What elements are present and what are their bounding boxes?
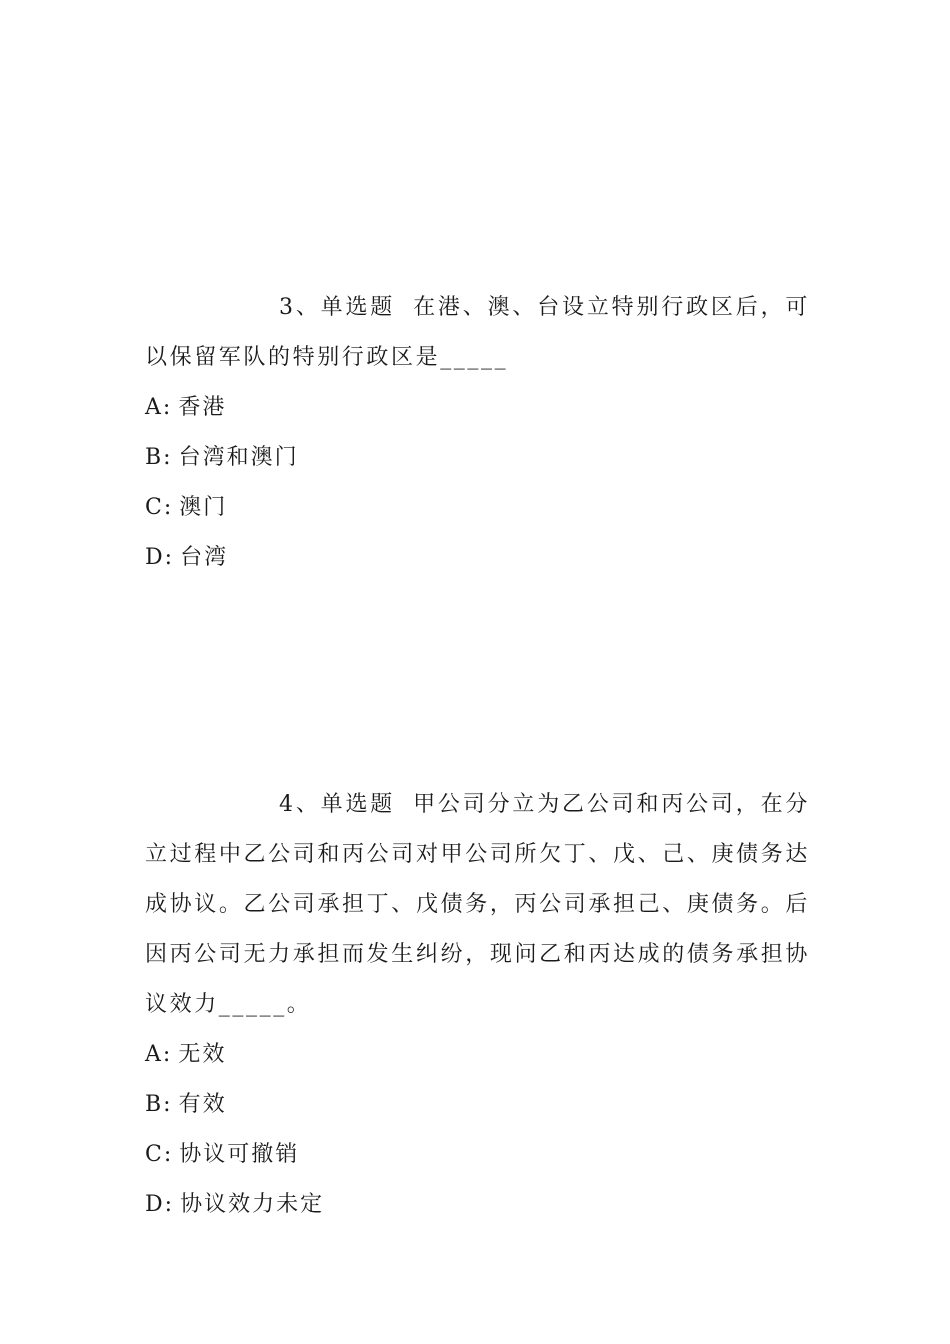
option-letter: C: (145, 495, 174, 520)
option-d[interactable] (145, 533, 810, 583)
question-stem (145, 283, 810, 383)
option-a[interactable] (145, 383, 810, 433)
option-b[interactable] (145, 433, 810, 483)
option-letter: A: (145, 395, 173, 420)
question-text: 甲公司分立为乙公司和丙公司，在分立过程中乙公司和丙公司对甲公司所欠丁、戊、己、庚债务达成协议。乙公司承担丁、戊债务，丙公司承担己、庚债务。后因丙公司无力承担而发生纠纷，现问乙和丙达成的债务承担协议效力_____。 (145, 792, 810, 1017)
question-type: 单选题 (320, 295, 396, 320)
option-text: 协议可撤销 (179, 1142, 300, 1167)
option-text: 协议效力未定 (180, 1192, 325, 1217)
question-number: 4、 (279, 792, 321, 817)
option-letter: B: (145, 1092, 173, 1117)
question-type: 单选题 (320, 792, 396, 817)
question-number: 3、 (279, 295, 321, 320)
question-stem (145, 780, 810, 1030)
option-letter: C: (145, 1142, 174, 1167)
option-letter: A: (145, 1042, 173, 1067)
option-text: 澳门 (179, 495, 228, 520)
option-text: 有效 (178, 1092, 227, 1117)
question-3 (145, 283, 810, 583)
option-a[interactable] (145, 1030, 810, 1080)
option-letter: B: (145, 445, 173, 470)
question-4 (145, 780, 810, 1230)
option-letter: D: (145, 545, 175, 570)
option-text: 无效 (178, 1042, 227, 1067)
option-d[interactable] (145, 1180, 810, 1230)
option-letter: D: (145, 1192, 175, 1217)
option-c[interactable] (145, 1130, 810, 1180)
option-b[interactable] (145, 1080, 810, 1130)
option-text: 台湾和澳门 (178, 445, 299, 470)
question-text: 在港、澳、台设立特别行政区后，可以保留军队的特别行政区是_____ (145, 295, 810, 370)
option-text: 台湾 (180, 545, 229, 570)
option-text: 香港 (178, 395, 227, 420)
option-c[interactable] (145, 483, 810, 533)
